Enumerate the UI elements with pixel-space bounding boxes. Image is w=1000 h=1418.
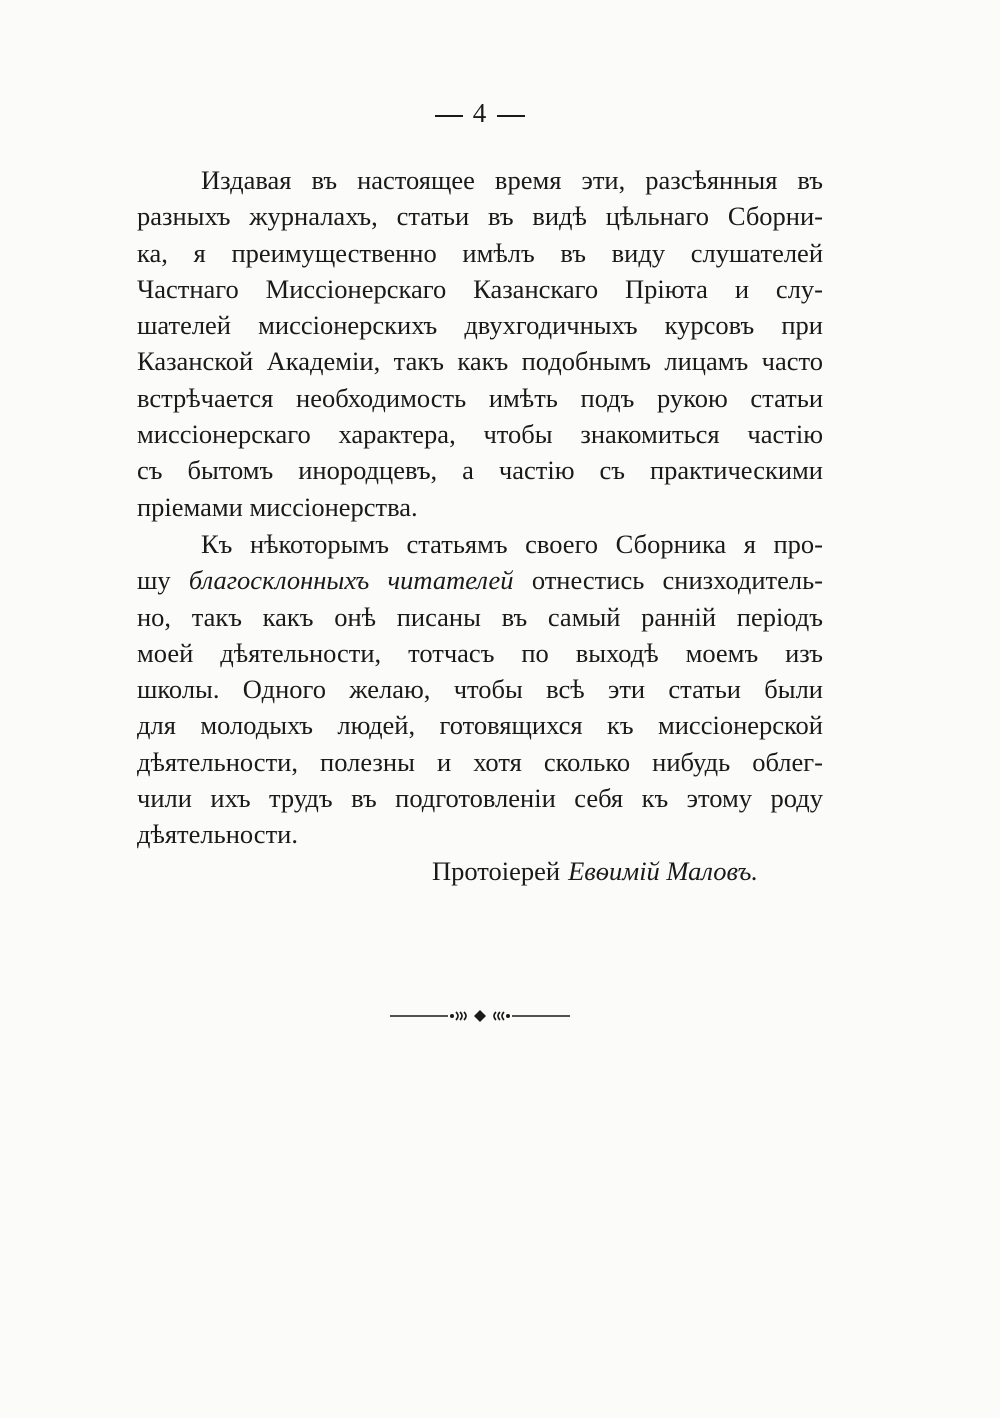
paragraph-line: но, такъ какъ онѣ писаны въ самый ранній періодъ — [137, 601, 823, 632]
dash-right — [497, 115, 525, 117]
signature — [432, 853, 822, 889]
paragraph-line: пріемами миссіонерства. — [137, 491, 418, 522]
paragraph-line: шателей миссіонерскихъ двухгодичныхъ курсовъ при — [137, 310, 823, 341]
paragraph-line: миссіонерскаго характера, чтобы знакомиться частію — [137, 419, 823, 450]
paragraph-2 — [137, 526, 823, 853]
paragraph-line: Частнаго Миссіонерскаго Казанскаго Пріюта и слу- — [137, 273, 823, 304]
paragraph-line: встрѣчается необходимость имѣть подъ рукою статьи — [137, 382, 823, 413]
paragraph-line: Казанской Академіи, такъ какъ подобнымъ лицамъ часто — [137, 346, 823, 377]
dash-left — [435, 115, 463, 117]
paragraph-line: для молодыхъ людей, готовящихся къ миссіонерской — [137, 710, 823, 741]
paragraph-line: школы. Одного желаю, чтобы всѣ эти статьи были — [137, 674, 823, 705]
paragraph-line: дѣятельности, полезны и хотя сколько нибудь облег- — [137, 746, 823, 777]
italic-phrase: благосклонныхъ читателей — [188, 565, 514, 596]
paragraph-line: Издавая въ настоящее время эти, разсѣянныя въ — [201, 165, 823, 195]
paragraph-line-mixed — [137, 562, 823, 598]
paragraph-line: разныхъ журналахъ, статьи въ видѣ цѣльнаго Сборни- — [137, 201, 823, 232]
ornament-divider — [390, 1008, 570, 1024]
paragraph-line: ка, я преимущественно имѣлъ въ виду слушателей — [137, 237, 823, 268]
paragraph-line: моей дѣятельности, тотчасъ по выходѣ моемъ изъ — [137, 637, 823, 668]
signature-name: Евѳимій Маловъ. — [568, 856, 759, 886]
page-number-value: 4 — [472, 98, 488, 128]
paragraph-line: Къ нѣкоторымъ статьямъ своего Сборника я про- — [201, 529, 823, 559]
paragraph-line: съ бытомъ инородцевъ, а частію съ практическими — [137, 455, 823, 486]
line-text: шу — [137, 565, 171, 596]
paragraph-line: чили ихъ трудъ въ подготовленіи себя къ этому роду — [137, 783, 823, 814]
paragraph-1 — [137, 162, 823, 525]
page-number — [0, 98, 960, 129]
line-text: отнестись снизходитель- — [531, 565, 824, 596]
paragraph-line: дѣятельности. — [137, 819, 298, 850]
signature-title: Протоіерей — [432, 856, 561, 886]
